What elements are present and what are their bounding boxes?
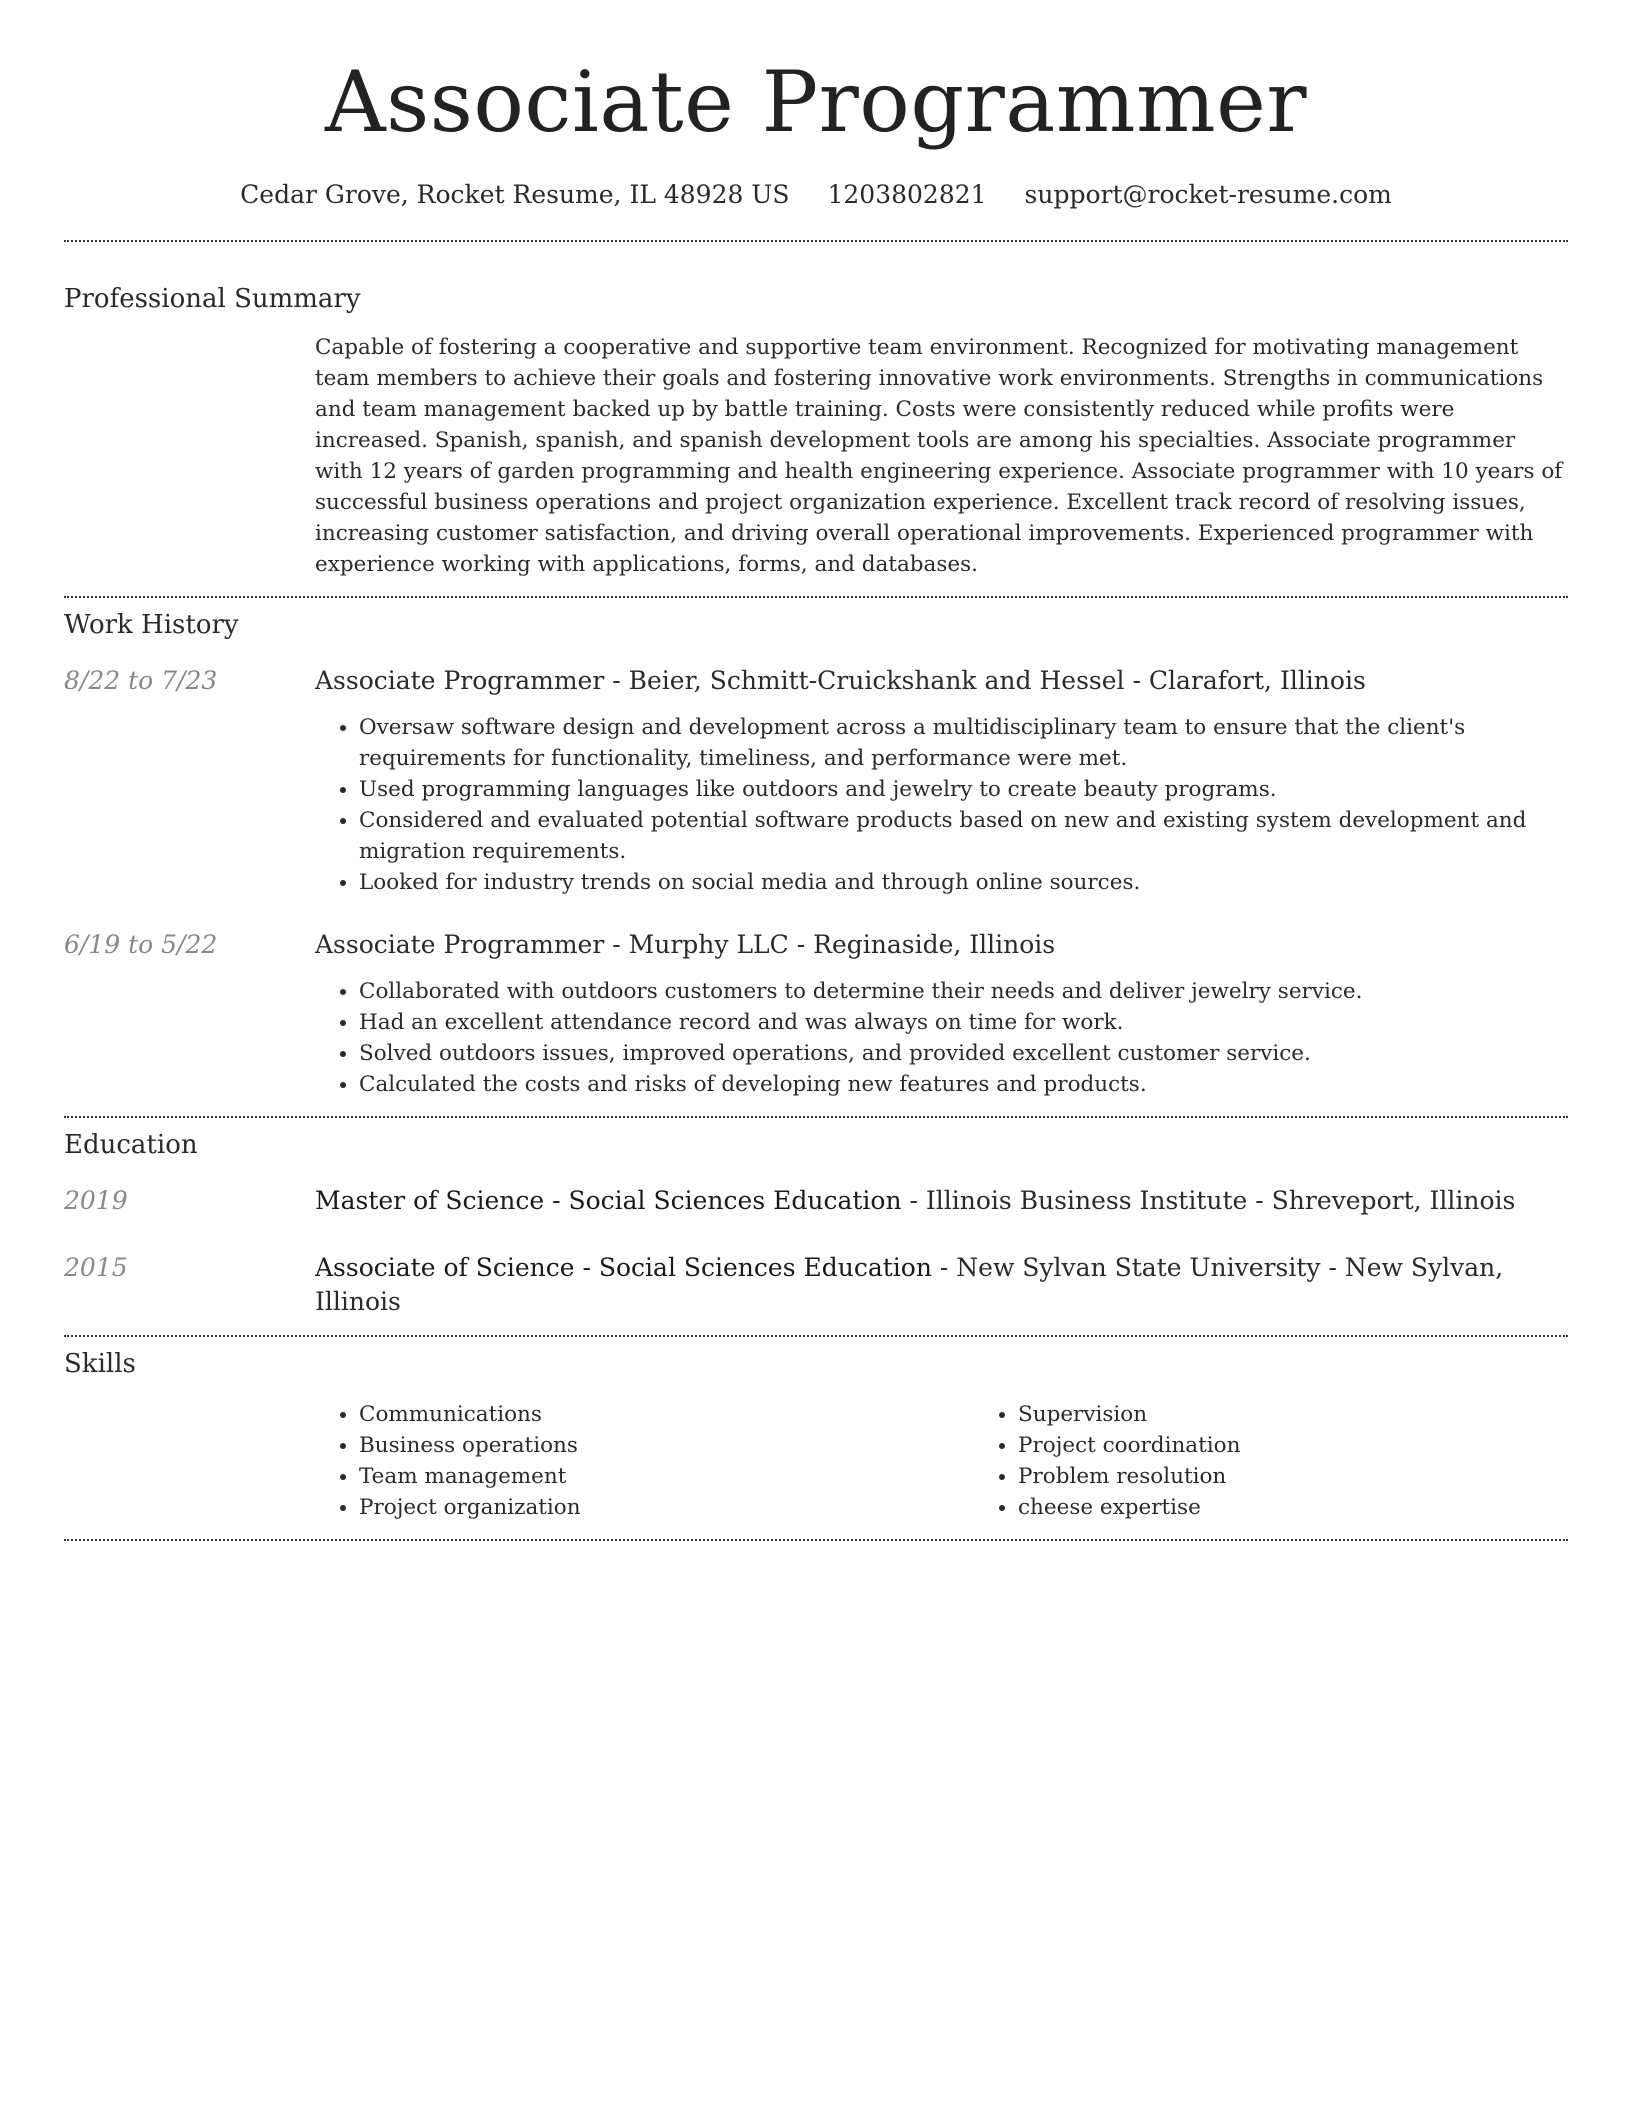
education-section: [64, 1128, 1568, 1319]
education-year: 2019: [64, 1186, 128, 1215]
job-bullets: [315, 976, 1568, 1100]
education-school: - Illinois Business Institute - Shreveport, Illinois: [901, 1186, 1516, 1215]
education-entry: [64, 1251, 1568, 1319]
job-entry: [64, 664, 1568, 898]
skill-item: • cheese expertise: [1018, 1492, 1632, 1523]
skills-list-right: [974, 1399, 1632, 1523]
job-heading: Associate Programmer - Beier, Schmitt-Cruickshank and Hessel - Clarafort, Illinois: [315, 666, 1366, 695]
education-degree: Associate of Science - Social Sciences Education: [315, 1253, 932, 1282]
skills-list-left: [315, 1399, 974, 1523]
work-title: Work History: [64, 610, 239, 640]
list-item: • Solved outdoors issues, improved operations, and provided excellent customer service.: [359, 1038, 1568, 1069]
resume-page: [64, 0, 1568, 1541]
divider: [64, 596, 1568, 598]
job-entry: [64, 928, 1568, 1100]
contact-address: Cedar Grove, Rocket Resume, IL 48928 US: [240, 180, 790, 209]
contact-line: [64, 178, 1568, 212]
skill-item: • Problem resolution: [1018, 1461, 1632, 1492]
list-item: • Used programming languages like outdoors and jewelry to create beauty programs.: [359, 774, 1568, 805]
divider: [64, 1335, 1568, 1337]
resume-name: Associate Programmer: [324, 53, 1308, 151]
summary-section: [64, 282, 1568, 580]
list-item: • Collaborated with outdoors customers to determine their needs and deliver jewelry service.: [359, 976, 1568, 1007]
divider: [64, 1539, 1568, 1541]
contact-email: support@rocket-resume.com: [1024, 180, 1392, 209]
divider: [64, 1116, 1568, 1118]
list-item: • Considered and evaluated potential software products based on new and existing system development and migration requirements.: [359, 805, 1568, 867]
skill-item: • Business operations: [359, 1430, 974, 1461]
skills-section: [64, 1347, 1568, 1523]
education-title: Education: [64, 1130, 198, 1160]
skills-title: Skills: [64, 1349, 136, 1379]
skill-item: • Communications: [359, 1399, 974, 1430]
work-section: [64, 608, 1568, 1100]
contact-phone: 1203802821: [827, 180, 987, 209]
education-entry: [64, 1184, 1568, 1218]
job-dates: 6/19 to 5/22: [64, 930, 218, 959]
job-heading: Associate Programmer - Murphy LLC - Reginaside, Illinois: [315, 930, 1056, 959]
education-year: 2015: [64, 1253, 128, 1282]
education-degree: Master of Science - Social Sciences Education: [315, 1186, 902, 1215]
skill-item: • Project coordination: [1018, 1430, 1632, 1461]
skill-item: • Team management: [359, 1461, 974, 1492]
summary-title: Professional Summary: [64, 284, 361, 314]
education-school: - New Sylvan State University - New Sylvan, Illinois: [315, 1253, 1504, 1316]
skill-item: • Supervision: [1018, 1399, 1632, 1430]
divider: [64, 240, 1568, 242]
list-item: • Looked for industry trends on social media and through online sources.: [359, 867, 1568, 898]
skill-item: • Project organization: [359, 1492, 974, 1523]
summary-text: Capable of fostering a cooperative and supportive team environment. Recognized for motivating management team members to achieve their goals and fostering innovative work environments. Strengths in communications and team management backed up by battle training. Costs were consistently reduced while profits were increased. Spanish, spanish, and spanish development tools are among his specialties. Associate programmer with 12 years of garden programming and health engineering experience. Associate programmer with 10 years of successful business operations and project organization experience. Excellent track record of resolving issues, increasing customer satisfaction, and driving overall operational improvements. Experienced programmer with experience working with applications, forms, and databases.: [315, 335, 1563, 577]
job-dates: 8/22 to 7/23: [64, 666, 218, 695]
list-item: • Calculated the costs and risks of developing new features and products.: [359, 1069, 1568, 1100]
job-bullets: [315, 712, 1568, 898]
list-item: • Oversaw software design and development across a multidisciplinary team to ensure that the client's requirements for functionality, timeliness, and performance were met.: [359, 712, 1568, 774]
list-item: • Had an excellent attendance record and was always on time for work.: [359, 1007, 1568, 1038]
